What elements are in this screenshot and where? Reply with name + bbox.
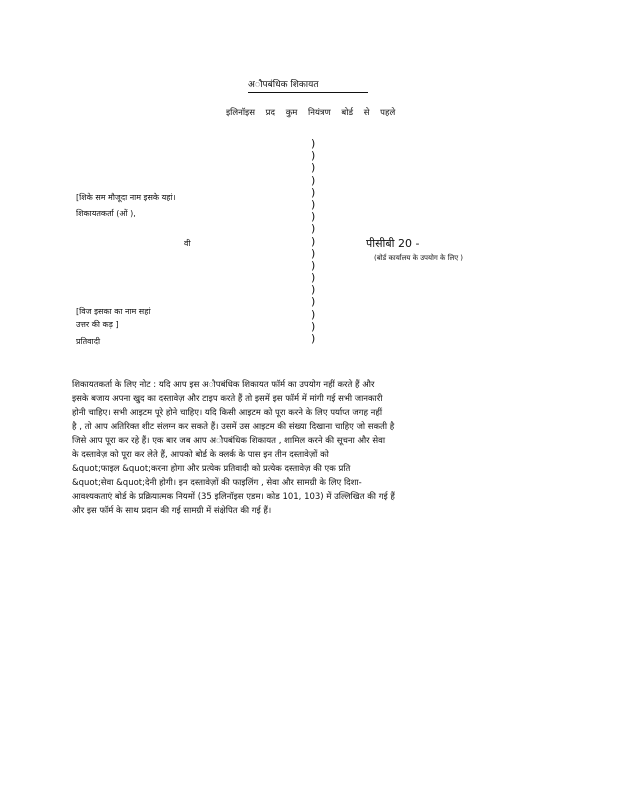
- caption-paren: ): [311, 283, 316, 297]
- caption-paren: ): [311, 271, 316, 285]
- paragraph-line: होनी चाहिए। सभी आइटम पूरे होने चाहिए। यदि किसी आइटम को पूरा करने के लिए पर्याप्त जगह नहीं: [72, 408, 383, 418]
- caption-paren: ): [311, 149, 316, 163]
- respondent-label: प्रतिवादी: [76, 337, 101, 346]
- caption-paren: ): [311, 319, 316, 333]
- caption-paren: ): [311, 210, 316, 224]
- paragraph-line: शिकायतकर्ता के लिए नोट : यदि आप इस अौपबंधिक शिकायत फॉर्म का उपयोग नहीं करते हैं और: [72, 380, 375, 390]
- document-subtitle: इलिनॉइस प्रद कुम नियंत्रण बोर्ड से पहले: [226, 108, 396, 118]
- paragraph-line: है , तो आप अतिरिक्त शीट संलग्न कर सकते हैं। उसमें उस आइटम की संख्या दिखाना चाहिए जो सकती है: [72, 422, 395, 432]
- pcb-number: पीसीबी 20 -: [366, 237, 420, 250]
- instructions-paragraph: [72, 378, 550, 518]
- paragraph-line: &quot;सेवा &quot;देनी होगी। इन दस्तावेज़ों की फाइलिंग , सेवा और सामग्री के लिए दिशा-: [72, 478, 362, 488]
- caption-paren: ): [311, 173, 316, 187]
- caption-paren: ): [311, 295, 316, 309]
- caption-paren: ): [311, 185, 316, 199]
- complainant-label: शिकायतकर्ता (ओं ),: [76, 209, 136, 218]
- paragraph-line: आवश्यकताएं बोर्ड के प्रक्रियात्मक नियमों (35 इलिनॉइस एडम। कोड 101, 103) में उल्लिखित की गई हैं: [72, 492, 395, 502]
- pcb-office-use-note: (बोर्ड कार्यालय के उपयोग के लिए ): [374, 254, 464, 262]
- document-title: अौपबंधिक शिकायत: [248, 80, 368, 93]
- paragraph-line: इसके बजाय अपना खुद का दस्तावेज़ और टाइप करते हैं तो इसमें इस फॉर्म में मांगी गई सभी जानकारी: [72, 394, 383, 404]
- caption-paren: ): [311, 307, 316, 321]
- caption-paren: ): [311, 161, 316, 175]
- caption-paren: ): [311, 197, 316, 211]
- caption-parenthesis-column: [311, 138, 321, 345]
- respondent-note-line: उत्तर की कड़ ]: [76, 320, 119, 329]
- paragraph-line: जिसे आप पूरा कर रहे हैं। एक बार जब आप अौपबंधिक शिकायत , शामिल करने की सूचना और सेवा: [72, 436, 386, 446]
- caption-paren: ): [311, 332, 316, 345]
- paragraph-line: के दस्तावेज़ को पूरा कर लेते हैं, आपको बोर्ड के क्लर्क के पास इन तीन दस्तावेज़ों को: [72, 450, 329, 460]
- respondent-name-line: [विज इसका का नाम सहां: [76, 307, 151, 316]
- versus-label: वी: [184, 239, 191, 248]
- paragraph-line: और इस फॉर्म के साथ प्रदान की गई सामग्री में संक्षेपित की गई हैं।: [72, 506, 272, 516]
- caption-paren: ): [311, 234, 316, 248]
- complainant-name-line: [शिके सम मौजूदा नाम इसके यहां।: [76, 193, 176, 202]
- caption-paren: ): [311, 137, 316, 150]
- paragraph-line: &quot;फाइल &quot;करना होगा और प्रत्येक प्रतिवादी को प्रत्येक दस्तावेज़ की एक प्रति: [72, 464, 351, 474]
- caption-paren: ): [311, 258, 316, 272]
- caption-paren: ): [311, 222, 316, 236]
- caption-paren: ): [311, 246, 316, 260]
